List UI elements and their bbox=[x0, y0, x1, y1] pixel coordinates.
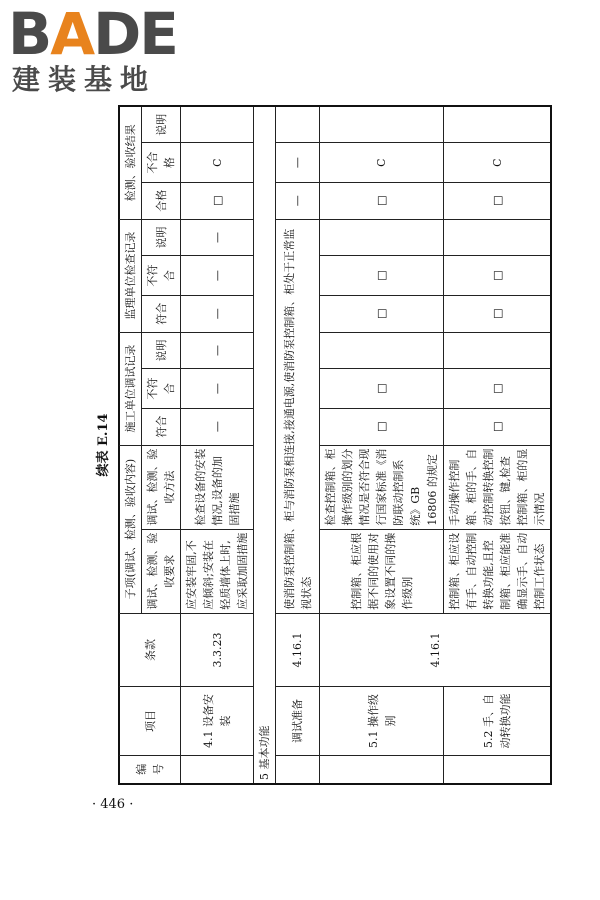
row-method: 手动操作控制箱、柜的手、自动控制转换控制按钮、键,检查控制箱、柜的显示情况 bbox=[444, 445, 552, 529]
cell: □ bbox=[320, 182, 444, 219]
table-row bbox=[320, 106, 444, 784]
cell: C bbox=[444, 143, 552, 182]
row-req: 控制箱、柜应根据不同的使用对象设置不同的操作级别 bbox=[320, 529, 444, 613]
cell bbox=[181, 106, 254, 143]
cell: — bbox=[276, 143, 320, 182]
col-clause: 条款 bbox=[119, 613, 181, 687]
cell bbox=[320, 219, 444, 256]
cell bbox=[444, 106, 552, 143]
logo-subtitle: 建装基地 bbox=[12, 63, 157, 96]
rotated-table-area bbox=[96, 105, 546, 785]
row-method: 检查控制箱、柜操作级别的划分情况是否符合现行国家标准《消防联动控制系统》GB 16806 的规定 bbox=[320, 445, 444, 529]
cell: — bbox=[276, 182, 320, 219]
cell: □ bbox=[444, 182, 552, 219]
cell: — bbox=[181, 219, 254, 256]
col-r-fail: 不合格 bbox=[142, 143, 181, 182]
row-clause: 4.16.1 bbox=[320, 613, 552, 687]
cell: — bbox=[181, 369, 254, 408]
cell bbox=[320, 332, 444, 369]
row-req: 控制箱、柜应设有手、自动控制转换功能,且控制箱、柜应能准确显示手、自动控制工作状态 bbox=[444, 529, 552, 613]
cell: □ bbox=[320, 256, 444, 295]
table-row bbox=[276, 106, 320, 784]
col-result: 检测、验收结果 bbox=[119, 106, 142, 219]
col-c-conform: 符合 bbox=[142, 408, 181, 445]
col-c-nonconform: 不符合 bbox=[142, 369, 181, 408]
col-supervision: 监理单位检查记录 bbox=[119, 219, 142, 332]
cell: — bbox=[181, 256, 254, 295]
row-item: 调试准备 bbox=[276, 687, 320, 755]
cell: — bbox=[181, 295, 254, 332]
cell bbox=[444, 219, 552, 256]
row-item: 5.2 手、自动转换功能 bbox=[444, 687, 552, 755]
row-item: 4.1 设备安装 bbox=[181, 687, 254, 755]
cell: □ bbox=[320, 295, 444, 332]
cell: □ bbox=[444, 295, 552, 332]
cell: C bbox=[181, 143, 254, 182]
col-req: 调试、检测、验收要求 bbox=[142, 529, 181, 613]
cell bbox=[444, 332, 552, 369]
col-c-note: 说明 bbox=[142, 332, 181, 369]
table-row bbox=[181, 106, 254, 784]
col-method: 调试、检测、验收方法 bbox=[142, 445, 181, 529]
row-clause: 4.16.1 bbox=[276, 613, 320, 687]
col-r-note: 说明 bbox=[142, 106, 181, 143]
table-title: 续表 E.14 bbox=[96, 413, 111, 477]
cell: □ bbox=[320, 369, 444, 408]
row-prep-text: 使消防泵控制箱、柜与消防泵相连接,接通电源,使消防泵控制箱、柜处于正常监视状态 bbox=[276, 219, 320, 613]
col-s-note: 说明 bbox=[142, 219, 181, 256]
logo-wordmark: BADE bbox=[8, 0, 177, 68]
cell: □ bbox=[181, 182, 254, 219]
cell: □ bbox=[444, 408, 552, 445]
col-subitem: 子项(调试、检测、验收内容) bbox=[119, 445, 142, 613]
cell bbox=[320, 106, 444, 143]
cell: — bbox=[181, 408, 254, 445]
col-s-nonconform: 不符合 bbox=[142, 256, 181, 295]
cell: — bbox=[181, 332, 254, 369]
row-req: 应安装牢固,不应倾斜;安装在轻质墙体上时,应采取加固措施 bbox=[181, 529, 254, 613]
cell: C bbox=[320, 143, 444, 182]
col-construction: 施工单位调试记录 bbox=[119, 332, 142, 445]
col-r-pass: 合格 bbox=[142, 182, 181, 219]
section-title: 5 基本功能 bbox=[254, 106, 276, 784]
col-s-conform: 符合 bbox=[142, 295, 181, 332]
col-number: 编号 bbox=[119, 755, 181, 784]
section-row bbox=[254, 106, 276, 784]
inspection-table bbox=[118, 105, 552, 785]
row-method: 检查设备的安装情况,设备的加固措施 bbox=[181, 445, 254, 529]
row-item: 5.1 操作级别 bbox=[320, 687, 444, 755]
page-number: · 446 · bbox=[92, 797, 134, 812]
row-clause: 3.3.23 bbox=[181, 613, 254, 687]
col-item: 项目 bbox=[119, 687, 181, 755]
cell: □ bbox=[444, 256, 552, 295]
cell: □ bbox=[320, 408, 444, 445]
cell: □ bbox=[444, 369, 552, 408]
